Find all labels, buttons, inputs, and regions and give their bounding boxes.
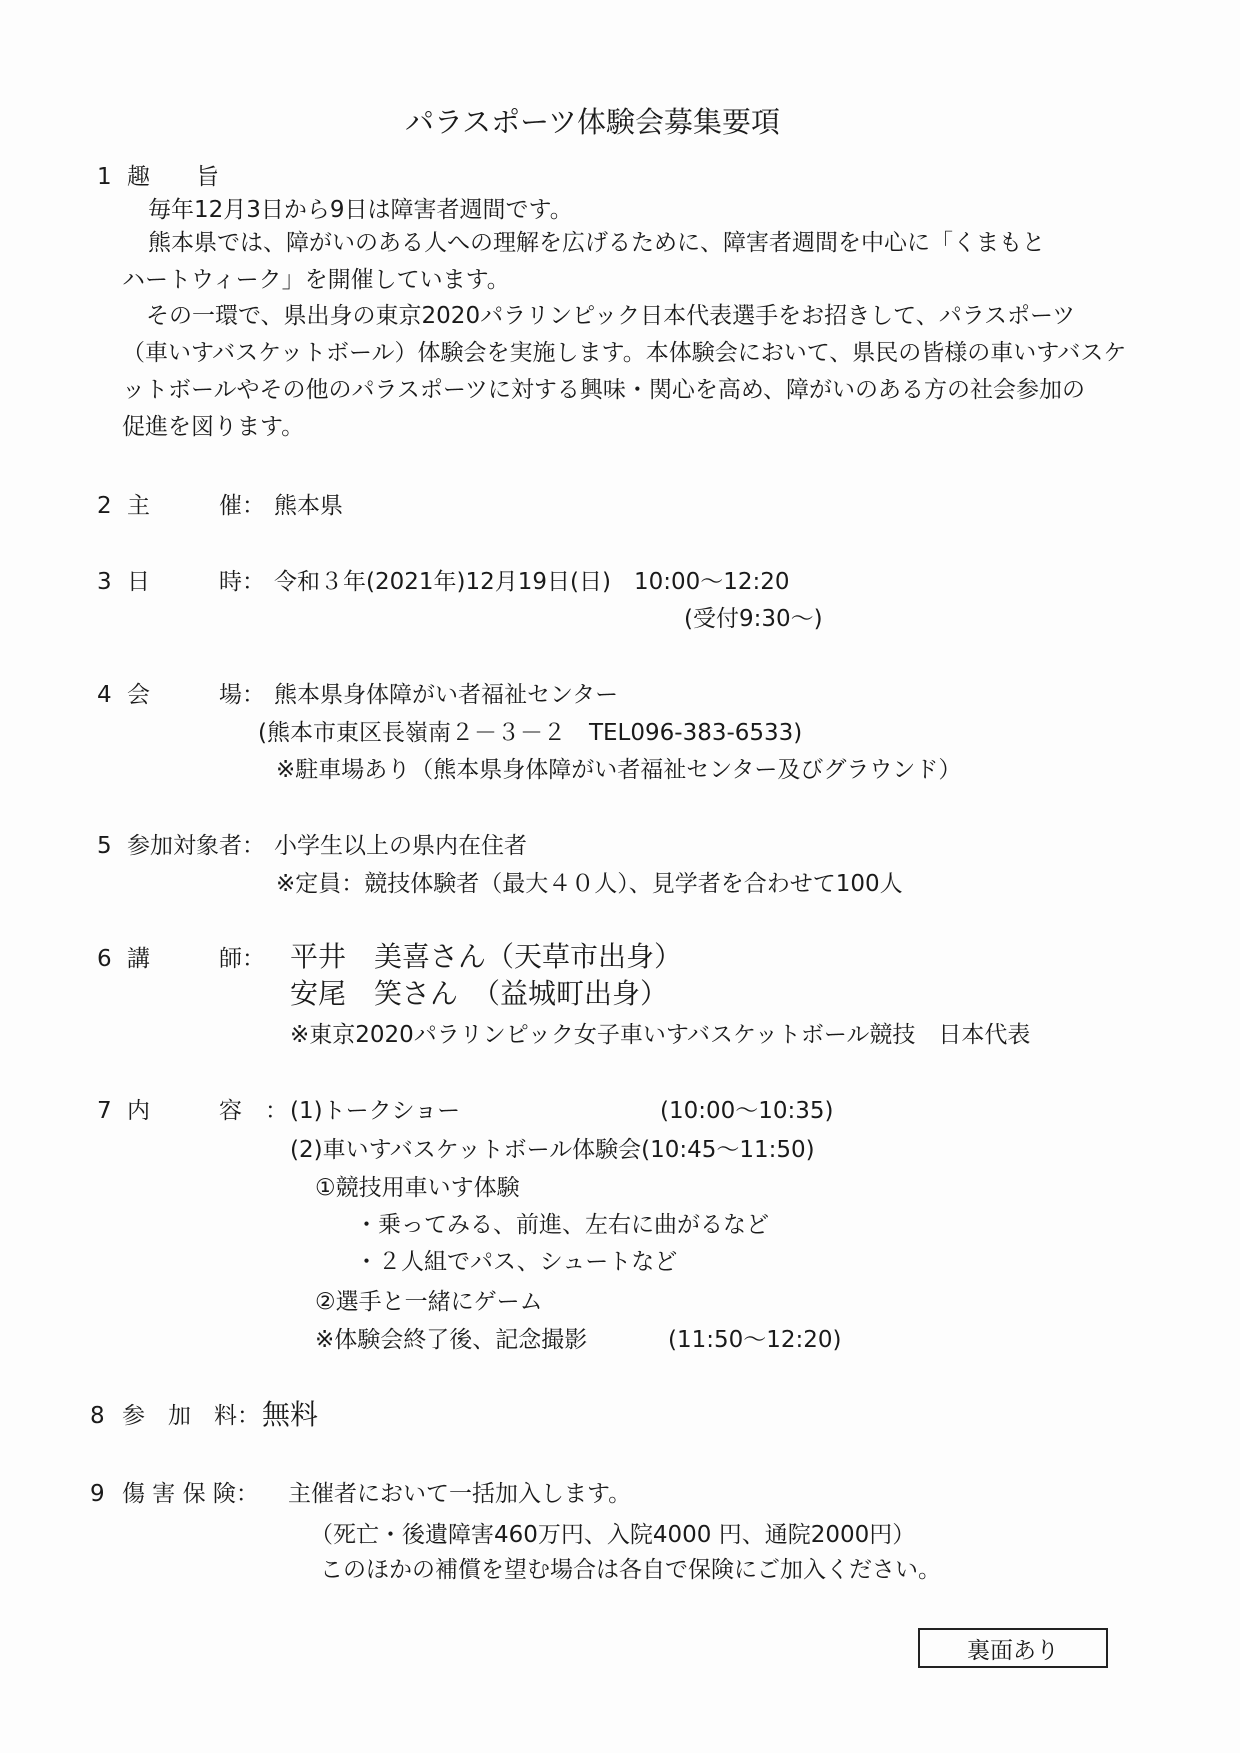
section-9-number: 9: [90, 1481, 105, 1507]
insurance-note: このほかの補償を望む場合は各自で保険にご加入ください。: [320, 1557, 941, 1583]
fee-label: 参 加 料：: [122, 1403, 260, 1429]
lecturer-label: 講 師：: [127, 946, 265, 972]
capacity-note: ※定員：競技体験者（最大４０人）、見学者を合わせて100人: [276, 871, 903, 897]
lecturer-note: ※東京2020パラリンピック女子車いすバスケットボール競技 日本代表: [290, 1022, 1031, 1048]
datetime-label: 日 時：: [127, 569, 265, 595]
insurance-label: 傷 害 保 険：: [122, 1481, 259, 1507]
purpose-line: 毎年12月3日から9日は障害者週間です。: [148, 197, 573, 223]
reception-time: (受付9:30～): [684, 606, 823, 632]
section-6-number: 6: [97, 946, 112, 972]
program-item: ・乗ってみる、前進、左右に曲がるなど: [355, 1212, 769, 1238]
program-item: ②選手と一緒にゲーム: [315, 1289, 543, 1315]
purpose-line: その一環で、県出身の東京2020パラリンピック日本代表選手をお招きして、パラスポーツ: [146, 303, 1076, 329]
eligibility-label: 参加対象者：: [127, 833, 265, 859]
organizer-label: 主 催：: [127, 493, 265, 519]
purpose-line: ットボールやその他のパラスポーツに対する興味・関心を高め、障がいのある方の社会参加の: [122, 377, 1086, 403]
section-7-number: 7: [97, 1098, 112, 1124]
insurance-value: 主催者において一括加入します。: [288, 1481, 632, 1507]
program-time: (11:50～12:20): [668, 1327, 842, 1353]
program-item: (1)トークショー: [290, 1098, 461, 1124]
program-item: ・２人組でパス、シュートなど: [355, 1249, 678, 1275]
insurance-detail: （死亡・後遺障害460万円、入院4000 円、通院2000円）: [310, 1522, 916, 1548]
section-5-number: 5: [97, 833, 112, 859]
content-label: 内 容 ：: [127, 1098, 288, 1124]
program-item: ①競技用車いす体験: [315, 1175, 520, 1201]
purpose-line: 促進を図ります。: [122, 414, 305, 440]
section-1-label: 趣 旨: [127, 164, 219, 190]
program-item: (2)車いすバスケットボール体験会(10:45～11:50): [290, 1137, 815, 1163]
purpose-line: （車いすバスケットボール）体験会を実施します。本体験会において、県民の皆様の車いすバスケ: [122, 340, 1127, 366]
section-4-number: 4: [97, 682, 112, 708]
datetime-value: 令和３年(2021年)12月19日(日) 10:00～12:20: [274, 569, 790, 595]
venue-address: (熊本市東区長嶺南２－３－２ TEL096-383-6533): [258, 720, 803, 746]
reverse-side-notice: 裏面あり: [918, 1628, 1108, 1668]
venue-name: 熊本県身体障がい者福祉センター: [274, 682, 619, 708]
eligibility-value: 小学生以上の県内在住者: [274, 833, 527, 859]
program-time: (10:00～10:35): [660, 1098, 834, 1124]
section-3-number: 3: [97, 569, 112, 595]
lecturer-name: 平井 美喜さん（天草市出身）: [290, 940, 683, 973]
fee-value: 無料: [262, 1398, 319, 1431]
lecturer-name: 安尾 笑さん （益城町出身）: [290, 977, 669, 1010]
section-2-number: 2: [97, 493, 112, 519]
purpose-line: ハートウィーク」を開催しています。: [122, 267, 510, 293]
venue-label: 会 場：: [127, 682, 265, 708]
page-title: パラスポーツ体験会募集要項: [405, 105, 780, 139]
parking-note: ※駐車場あり（熊本県身体障がい者福祉センター及びグラウンド）: [276, 757, 962, 783]
purpose-line: 熊本県では、障がいのある人への理解を広げるために、障害者週間を中心に「くまもと: [148, 230, 1045, 256]
section-1-number: 1: [97, 164, 112, 190]
organizer-value: 熊本県: [274, 493, 343, 519]
program-item: ※体験会終了後、記念撮影: [315, 1327, 588, 1353]
section-8-number: 8: [90, 1403, 105, 1429]
